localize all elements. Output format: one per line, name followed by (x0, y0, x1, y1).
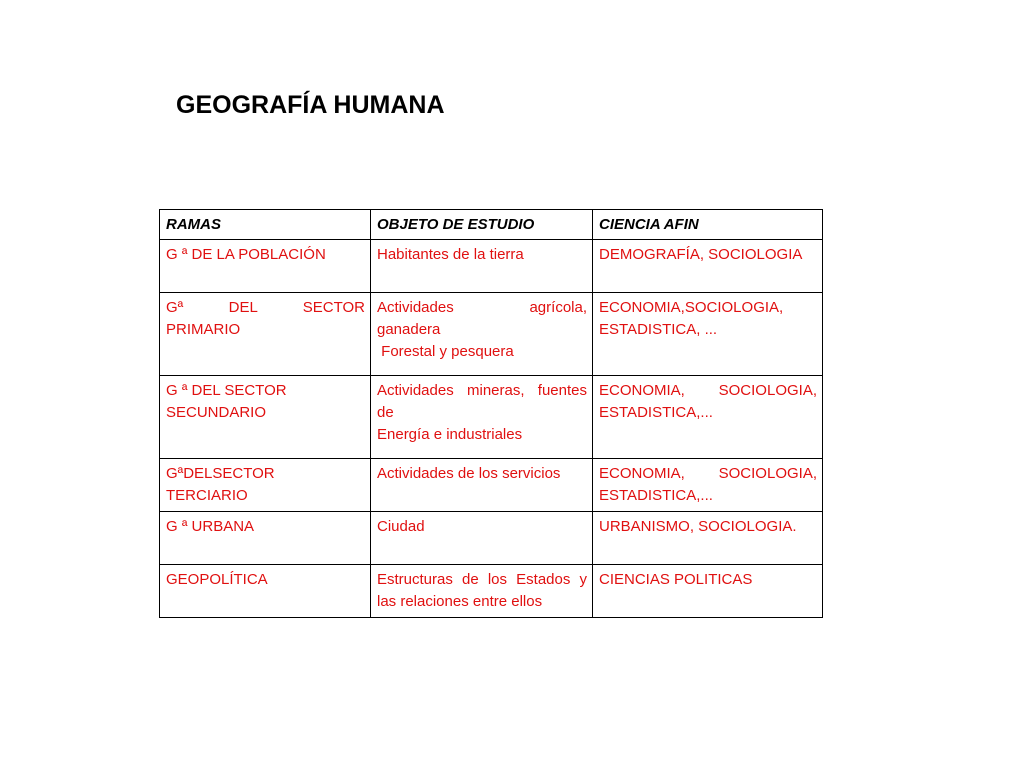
cell-line: Ciudad (377, 518, 425, 535)
table-row (160, 459, 823, 512)
cell-line: Habitantes de la tierra (377, 246, 524, 263)
cell-rama (160, 240, 371, 293)
cell-line: Actividades agrícola, (377, 299, 587, 316)
cell-line: CIENCIAS POLITICAS (599, 571, 753, 588)
cell-line: PRIMARIO (166, 321, 241, 338)
cell-line: GªDELSECTOR (166, 465, 275, 482)
table-row (160, 376, 823, 459)
cell-line: URBANISMO, SOCIOLOGIA. (599, 518, 797, 535)
table-row (160, 512, 823, 565)
table-row (160, 240, 823, 293)
cell-objeto (371, 565, 593, 618)
cell-line: ganadera (377, 321, 441, 338)
cell-objeto (371, 293, 593, 376)
header-ciencia: CIENCIA AFIN (593, 210, 823, 240)
cell-line: Actividades mineras, fuentes (377, 382, 587, 399)
cell-ciencia (593, 376, 823, 459)
cell-line: ESTADISTICA,... (599, 404, 713, 421)
cell-line: G ª DE LA POBLACIÓN (166, 246, 326, 263)
cell-ciencia (593, 565, 823, 618)
cell-line: ESTADISTICA,... (599, 487, 713, 504)
cell-ciencia (593, 240, 823, 293)
cell-rama (160, 376, 371, 459)
cell-line: Actividades de los servicios (377, 465, 561, 482)
cell-line: SECUNDARIO (166, 404, 267, 421)
cell-line: Energía e industriales (377, 426, 523, 443)
cell-line: TERCIARIO (166, 487, 248, 504)
cell-line: Forestal y pesquera (377, 343, 514, 360)
cell-objeto (371, 512, 593, 565)
cell-rama (160, 512, 371, 565)
cell-line: G ª URBANA (166, 518, 255, 535)
page-title: GEOGRAFÍA HUMANA (176, 91, 445, 119)
cell-rama (160, 459, 371, 512)
cell-line: GEOPOLÍTICA (166, 571, 268, 588)
table-header-row (160, 210, 823, 240)
cell-line: ESTADISTICA, ... (599, 321, 718, 338)
geography-table (159, 209, 823, 618)
cell-line: ECONOMIA, SOCIOLOGIA, (599, 465, 817, 482)
cell-objeto (371, 459, 593, 512)
table-row (160, 565, 823, 618)
cell-ciencia (593, 293, 823, 376)
cell-line: G ª DEL SECTOR (166, 382, 287, 399)
cell-rama (160, 293, 371, 376)
cell-line: Estructuras de los Estados y (377, 571, 587, 588)
cell-rama (160, 565, 371, 618)
cell-line: las relaciones entre ellos (377, 593, 543, 610)
cell-line: ECONOMIA,SOCIOLOGIA, (599, 299, 784, 316)
cell-line: DEMOGRAFÍA, SOCIOLOGIA (599, 246, 803, 263)
header-objeto: OBJETO DE ESTUDIO (371, 210, 593, 240)
cell-line: ECONOMIA, SOCIOLOGIA, (599, 382, 817, 399)
cell-ciencia (593, 512, 823, 565)
cell-line: de (377, 404, 394, 421)
table-row (160, 293, 823, 376)
header-ramas: RAMAS (160, 210, 371, 240)
cell-objeto (371, 240, 593, 293)
cell-objeto (371, 376, 593, 459)
cell-line: Gª DEL SECTOR (166, 299, 365, 316)
cell-ciencia (593, 459, 823, 512)
